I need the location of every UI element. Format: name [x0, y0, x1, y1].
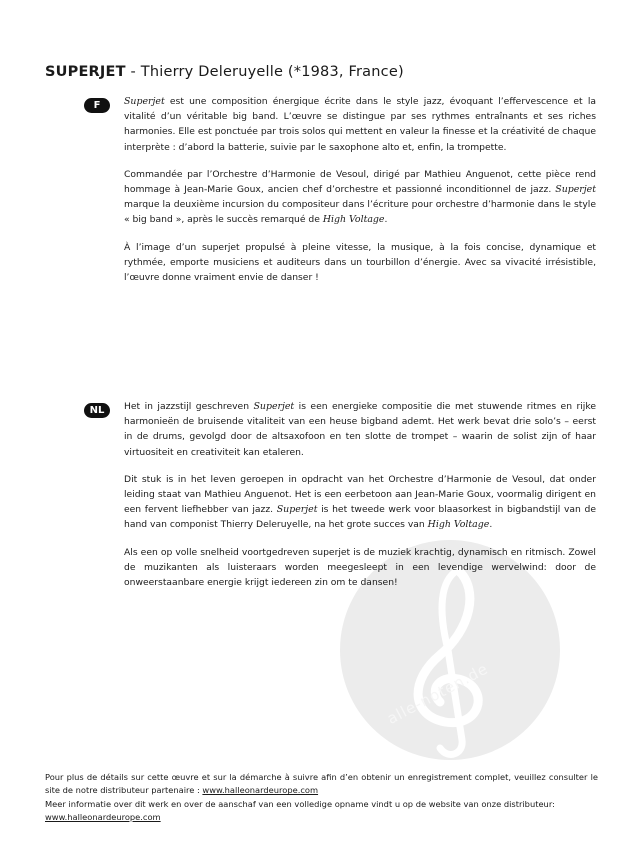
watermark-text: alle-noten.de	[384, 659, 492, 728]
language-badge-dutch: NL	[84, 403, 110, 418]
language-badge-french: F	[84, 98, 110, 113]
french-paragraph-3: À l’image d’un superjet propulsé à pleine vitesse, la musique, à la fois concise, dynamique et rythmée, emporte musiciens et auditeurs dans un tourbillon d’énergie. Avec sa vivacité irrésistible, l’œuvre donne vraiment envie de danser !	[124, 241, 596, 284]
footer-dutch-text: Meer informatie over dit werk en over de aanschaf van een volledige opname vindt u op de website van onze distributeur:	[45, 798, 555, 809]
footer-french-link[interactable]: www.halleonardeurope.com	[202, 785, 319, 796]
dutch-paragraph-3: Als een op volle snelheid voortgedreven superjet is de muziek krachtig, dynamisch en ritmisch. Zowel de muzikanten als luisteraars worden meegesleept in een levendige wervelwind: door de onweerstaanbare energie krijgt iedereen zin om te dansen!	[124, 546, 596, 589]
dutch-paragraph-2: Dit stuk is in het leven geroepen in opdracht van het Orchestre d’Harmonie de Vesoul, dat onder leiding staat van Mathieu Anguenot. Het is een eerbetoon aan Jean-Marie Goux, voormalig dirigent en een fervent liefhebber van jazz. Superjet is het tweede werk voor blaasorkest in bigbandstijl van de hand van componist Thierry Deleruyelle, na het grote succes van High Voltage.	[124, 473, 596, 531]
french-paragraph-1: Superjet est une composition énergique écrite dans le style jazz, évoquant l’effervescence et la vitalité d’un véritable big band. L’œuvre se distingue par ses rythmes entraînants et ses riches harmonies. Elle est ponctuée par trois solos qui mettent en valeur la finesse et la créativité de chaque interprète : d’abord la batterie, suivie par le saxophone alto et, enfin, la trompette.	[124, 96, 596, 153]
dutch-section	[124, 399, 596, 602]
title-bold: SUPERJET	[45, 64, 126, 80]
title-rest: - Thierry Deleruyelle (*1983, France)	[125, 64, 404, 80]
french-section	[124, 94, 596, 297]
french-paragraph-2: Commandée par l’Orchestre d’Harmonie de Vesoul, dirigé par Mathieu Anguenot, cette pièce rend hommage à Jean-Marie Goux, ancien chef d’orchestre et passionné inconditionnel de jazz. Superjet marque la deuxième incursion du compositeur dans l’écriture pour orchestre d’harmonie dans le style « big band », après le succès remarqué de High Voltage.	[124, 168, 596, 226]
footer-note	[45, 771, 598, 825]
dutch-paragraph-1: Het in jazzstijl geschreven Superjet is een energieke compositie die met stuwende ritmes en rijke harmonieën de bruisende vitaliteit van een heuse bigband ademt. Het werk bevat drie solo’s – eerst in de drums, gevolgd door de altsaxofoon en ten slotte de trompet – waarin de solist zijn of haar virtuositeit en creativiteit kan etaleren.	[124, 401, 596, 458]
footer-french-text: Pour plus de détails sur cette œuvre et sur la démarche à suivre afin d’en obtenir un enregistrement complet, veuillez consulter le site de notre distributeur partenaire :	[45, 772, 598, 796]
footer-dutch-link[interactable]: www.halleonardeurope.com	[45, 812, 161, 823]
page-title	[45, 64, 404, 80]
